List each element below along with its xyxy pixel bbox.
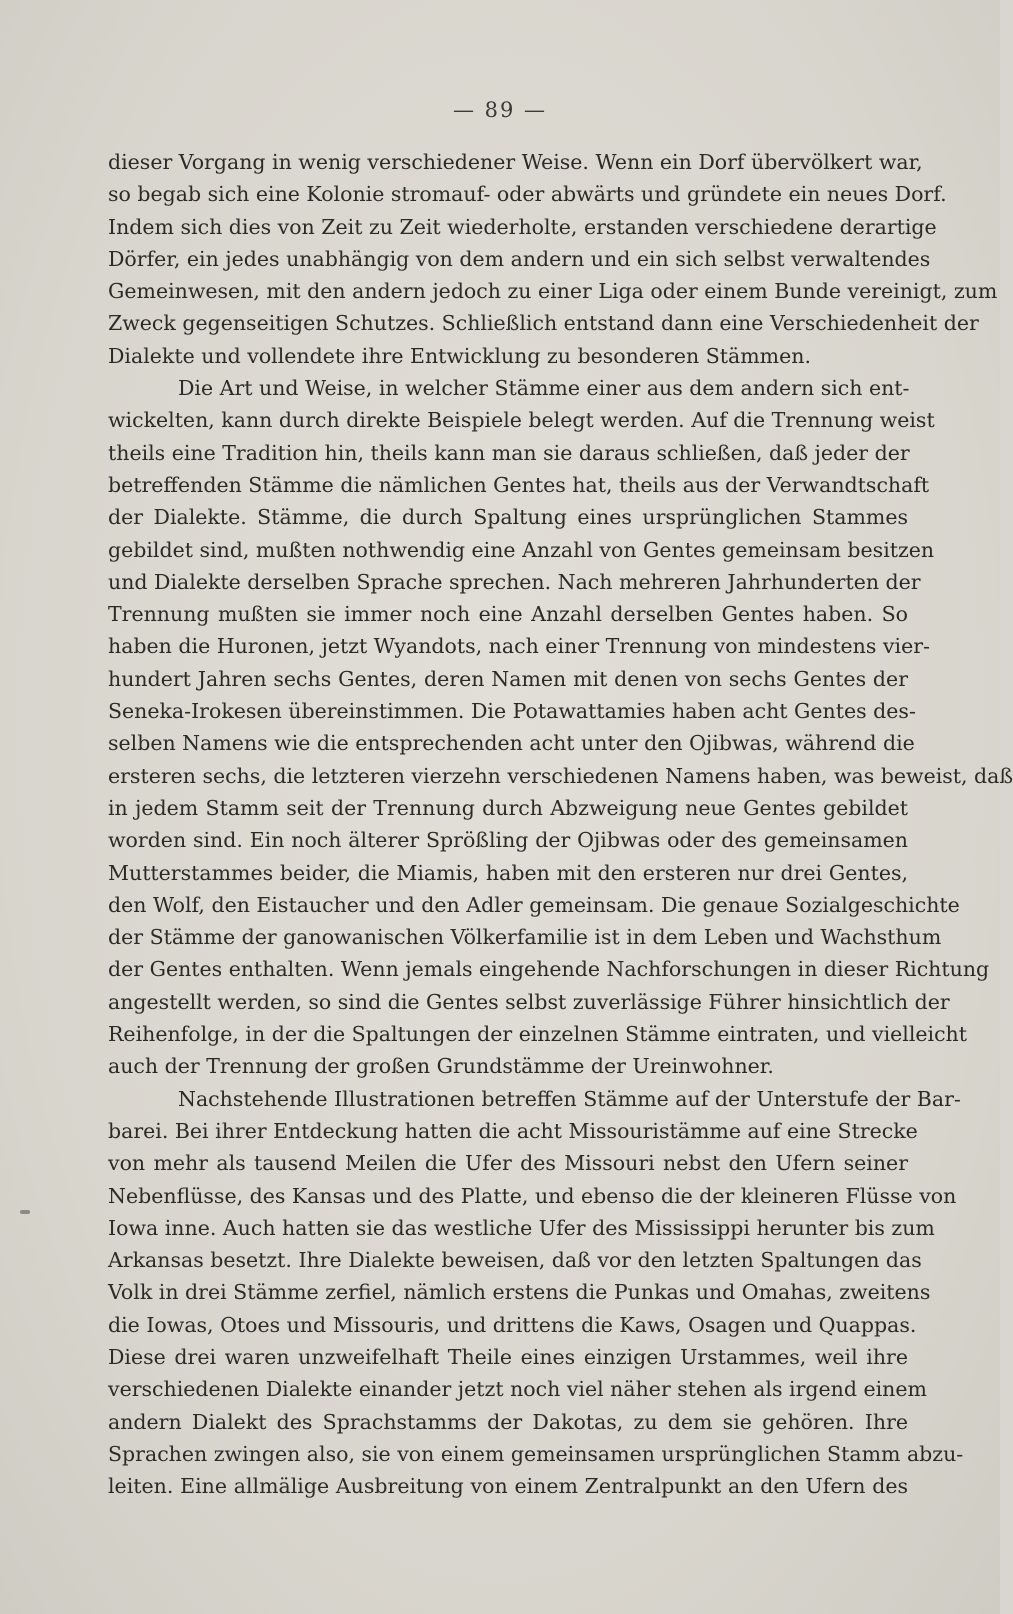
text-line: Seneka-Irokesen übereinstimmen. Die Potawattamies haben acht Gentes des- — [108, 699, 916, 724]
text-line: der Dialekte. Stämme, die durch Spaltung eines ursprünglichen Stammes — [108, 505, 908, 530]
text-line: Iowa inne. Auch hatten sie das westliche Ufer des Mississippi herunter bis zum — [108, 1215, 935, 1240]
text-line: in jedem Stamm seit der Trennung durch Abzweigung neue Gentes gebildet — [108, 795, 908, 820]
text-line: Mutterstammes beider, die Miamis, haben mit den ersteren nur drei Gentes, — [108, 860, 908, 885]
text-line: Arkansas besetzt. Ihre Dialekte beweisen, daß vor den letzten Spaltungen das — [108, 1248, 922, 1273]
text-line: Nachstehende Illustrationen betreffen Stämme auf der Unterstufe der Bar- — [178, 1086, 961, 1111]
text-line: auch der Trennung der großen Grundstämme der Ureinwohner. — [108, 1054, 774, 1079]
text-line: barei. Bei ihrer Entdeckung hatten die acht Missouristämme auf eine Strecke — [108, 1118, 918, 1143]
paragraph — [108, 1083, 964, 1503]
text-line: und Dialekte derselben Sprache sprechen. Nach mehreren Jahrhunderten der — [108, 569, 921, 594]
text-line: der Gentes enthalten. Wenn jemals eingehende Nachforschungen in dieser Richtung — [108, 957, 990, 982]
text-line: Trennung mußten sie immer noch eine Anzahl derselben Gentes haben. So — [108, 602, 908, 627]
text-line: angestellt werden, so sind die Gentes selbst zuverlässige Führer hinsichtlich der — [108, 989, 950, 1014]
text-line: betreffenden Stämme die nämlichen Gentes hat, theils aus der Verwandtschaft — [108, 472, 930, 497]
text-line: worden sind. Ein noch älterer Sprößling der Ojibwas oder des gemeinsamen — [108, 828, 908, 853]
text-line: leiten. Eine allmälige Ausbreitung von einem Zentralpunkt an den Ufern des — [108, 1474, 908, 1499]
text-line: Diese drei waren unzweifelhaft Theile eines einzigen Urstammes, weil ihre — [108, 1344, 908, 1369]
paragraph — [108, 372, 1013, 1083]
text-line: Volk in drei Stämme zerfiel, nämlich erstens die Punkas und Omahas, zweitens — [108, 1280, 931, 1305]
text-line: ersteren sechs, die letzteren vierzehn verschiedenen Namens haben, was beweist, daß — [108, 763, 1013, 788]
text-line: wickelten, kann durch direkte Beispiele belegt werden. Auf die Trennung weist — [108, 408, 935, 433]
text-line: Sprachen zwingen also, sie von einem gemeinsamen ursprünglichen Stamm abzu- — [108, 1441, 964, 1466]
text-line: Nebenflüsse, des Kansas und des Platte, und ebenso die der kleineren Flüsse von — [108, 1183, 957, 1208]
text-line: Gemeinwesen, mit den andern jedoch zu einer Liga oder einem Bunde vereinigt, zum — [108, 279, 998, 304]
text-line: Zweck gegenseitigen Schutzes. Schließlich entstand dann eine Verschiedenheit der — [108, 311, 979, 336]
page-number: — 89 — — [452, 98, 548, 122]
text-line: die Iowas, Otoes und Missouris, und drittens die Kaws, Osagen und Quappas. — [108, 1312, 917, 1337]
text-line: Indem sich dies von Zeit zu Zeit wiederholte, erstanden verschiedene derartige — [108, 214, 937, 239]
text-line: der Stämme der ganowanischen Völkerfamilie ist in dem Leben und Wachsthum — [108, 925, 942, 950]
body-text — [108, 146, 1013, 1502]
text-line: haben die Huronen, jetzt Wyandots, nach einer Trennung von mindestens vier- — [108, 634, 930, 659]
text-line: gebildet sind, mußten nothwendig eine Anzahl von Gentes gemeinsam besitzen — [108, 537, 935, 562]
text-line: den Wolf, den Eistaucher und den Adler gemeinsam. Die genaue Sozialgeschichte — [108, 892, 960, 917]
text-line: verschiedenen Dialekte einander jetzt noch viel näher stehen als irgend einem — [108, 1377, 927, 1402]
text-line: Reihenfolge, in der die Spaltungen der einzelnen Stämme eintraten, und vielleicht — [108, 1022, 967, 1047]
text-line: theils eine Tradition hin, theils kann man sie daraus schließen, daß jeder der — [108, 440, 910, 465]
text-line: von mehr als tausend Meilen die Ufer des Missouri nebst den Ufern seiner — [108, 1151, 908, 1176]
paragraph — [108, 146, 998, 372]
text-line: Die Art und Weise, in welcher Stämme einer aus dem andern sich ent- — [178, 376, 910, 401]
text-line: Dörfer, ein jedes unabhängig von dem andern und ein sich selbst verwaltendes — [108, 246, 931, 271]
text-line: Dialekte und vollendete ihre Entwicklung zu besonderen Stämmen. — [108, 343, 811, 368]
text-line: hundert Jahren sechs Gentes, deren Namen mit denen von sechs Gentes der — [108, 666, 908, 691]
text-line: andern Dialekt des Sprachstamms der Dakotas, zu dem sie gehören. Ihre — [108, 1409, 908, 1434]
text-line: selben Namens wie die entsprechenden acht unter den Ojibwas, während die — [108, 731, 915, 756]
text-line: so begab sich eine Kolonie stromauf- oder abwärts und gründete ein neues Dorf. — [108, 182, 947, 207]
text-line: dieser Vorgang in wenig verschiedener Weise. Wenn ein Dorf übervölkert war, — [108, 150, 923, 174]
margin-mark — [20, 1210, 30, 1214]
